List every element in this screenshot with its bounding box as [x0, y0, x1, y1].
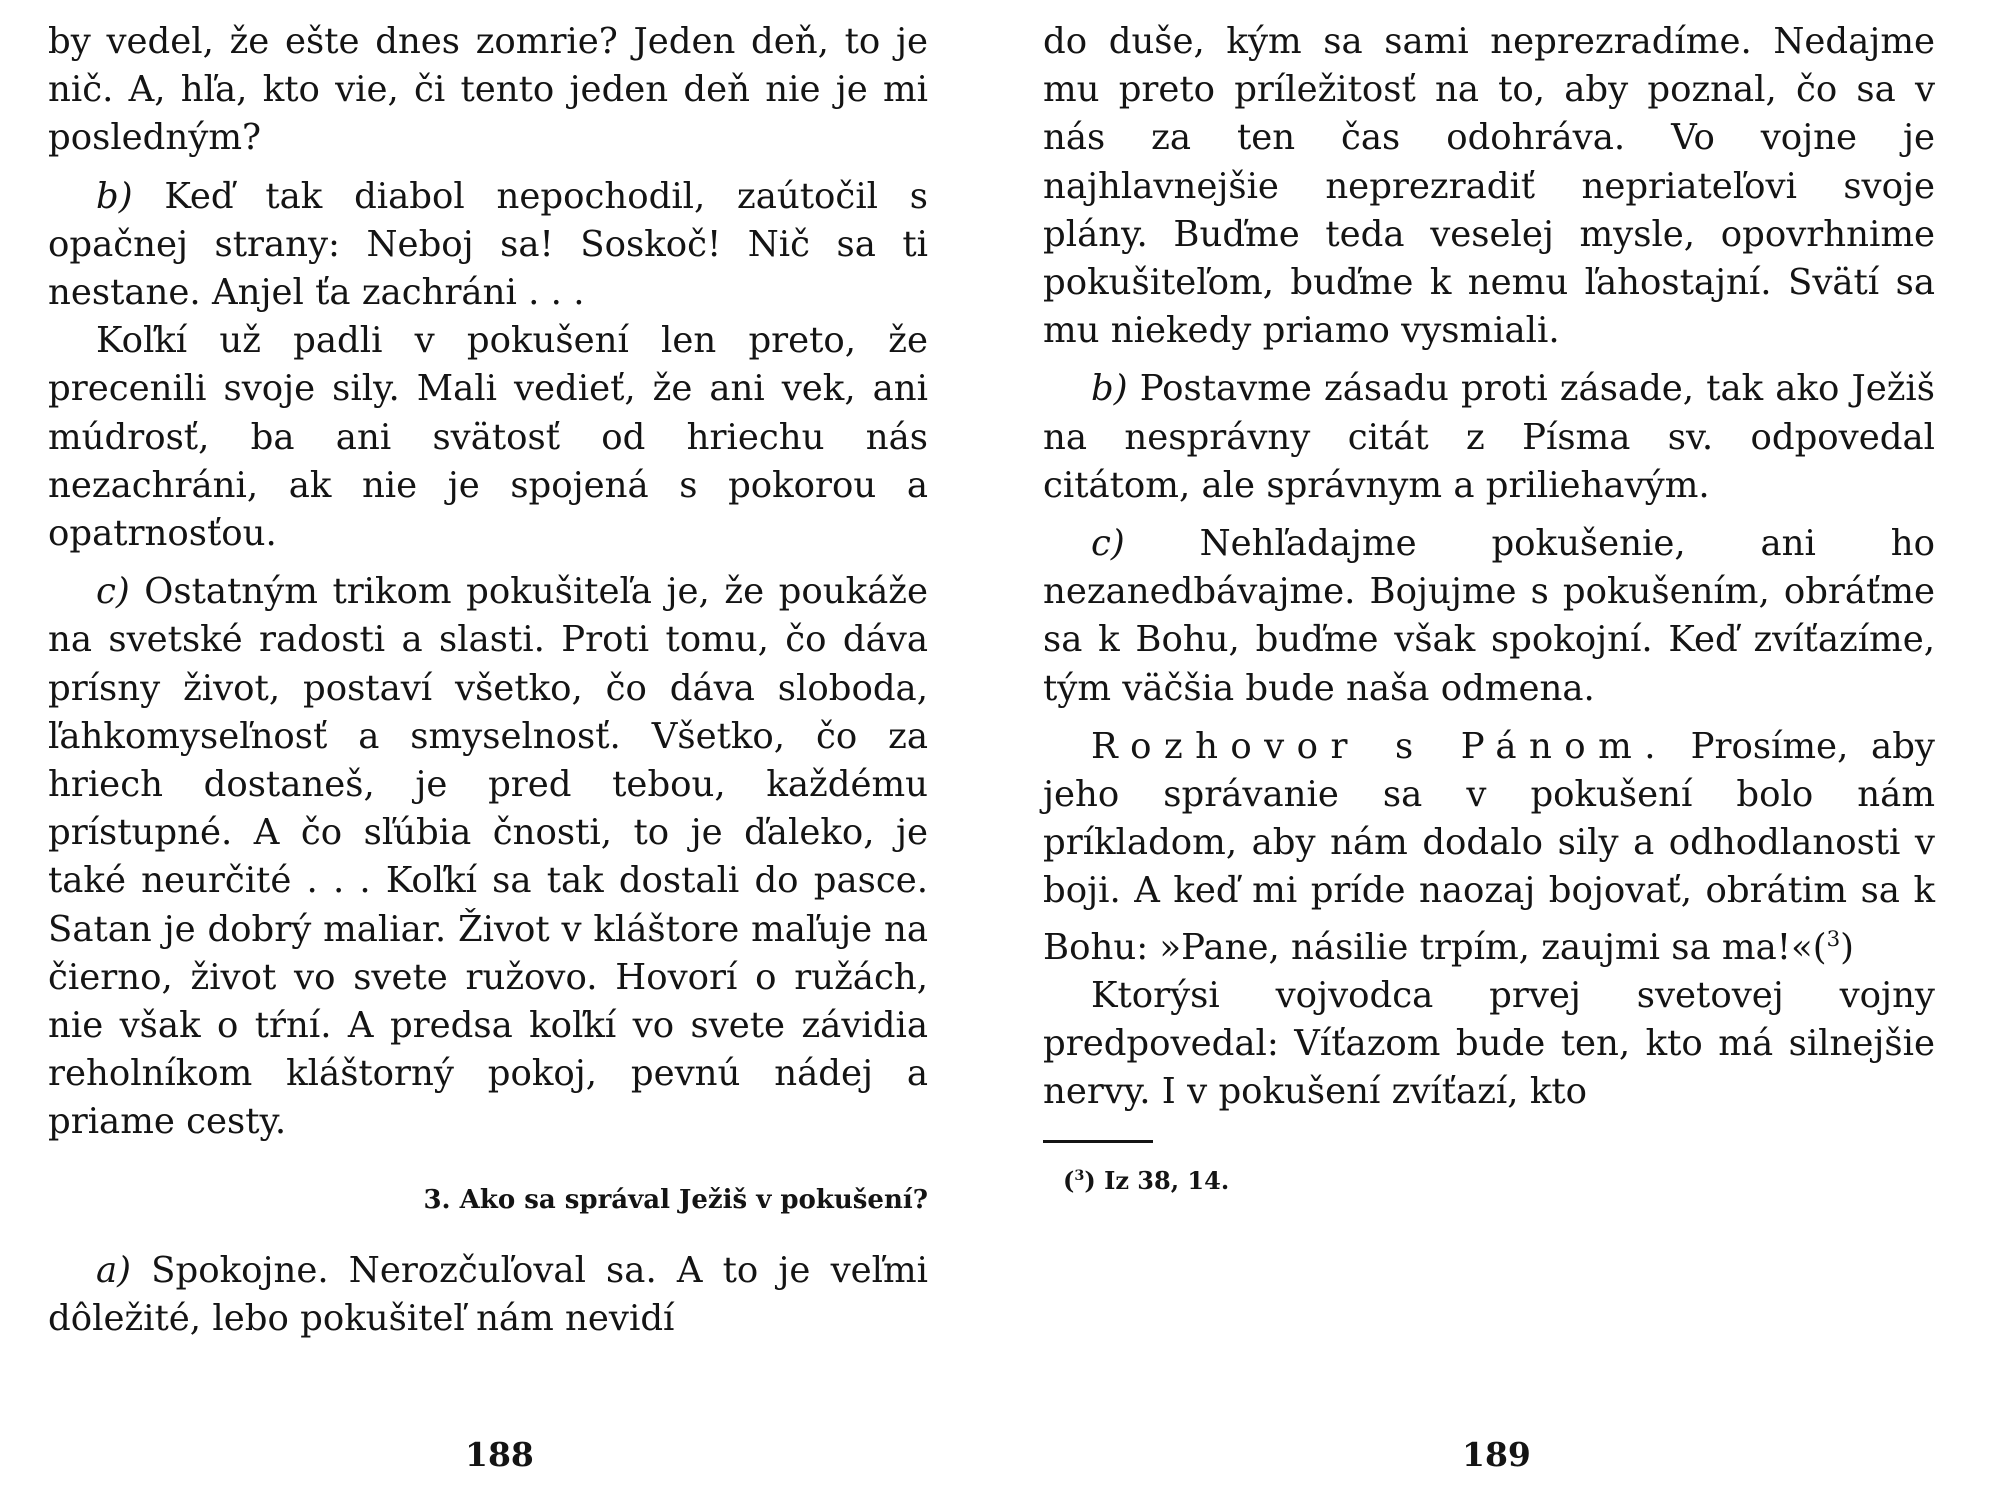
conversation-lead: Rozhovor s Pánom.: [1091, 725, 1668, 767]
paragraph: [1043, 365, 1935, 510]
footnote-reference: 3: [1826, 926, 1841, 952]
paragraph: [1043, 18, 1935, 355]
page-number: 189: [1462, 1435, 1531, 1474]
paragraph: [1043, 972, 1935, 1117]
paragraph-text: Spokojne. Nerozčuľoval sa. A to je veľmi dôležité, lebo pokušiteľ nám nevidí: [48, 1249, 928, 1339]
right-page: [1000, 0, 1935, 1500]
paragraph-text: Nehľadajme pokušenie, ani ho nezanedbávajme. Bojujme s pokušením, obráťme sa k Bohu, buďme však spokojní. Keď zvíťazíme, tým väčšia bude naša odmena.: [1043, 523, 1935, 709]
paragraph-text: Postavme zásadu proti zásade, tak ako Ježiš na nesprávny citát z Písma sv. odpovedal citátom, ale správnym a priliehavým.: [1043, 368, 1935, 506]
left-page-text-column: [48, 18, 928, 1343]
paragraph-marker: b): [1091, 368, 1128, 410]
paragraph: [48, 173, 928, 318]
footnote: ($^3$) Iz 38, 14.: [1063, 1166, 1230, 1196]
paragraph-marker: c): [96, 571, 130, 613]
paragraph-text: do duše, kým sa sami neprezradíme. Nedajme mu preto príležitosť na to, aby poznal, čo sa v nás za ten čas odohráva. Vo vojne je najhlavnejšie neprezradiť nepriateľovi svoje plány. Buďme teda veselej mysle, opovrhnime pokušiteľom, buďme k nemu ľahostajní. Svätí sa mu niekedy priamo vysmiali.: [1043, 21, 1935, 352]
section-heading: 3. Ako sa správal Ježiš v pokušení?: [423, 1184, 928, 1215]
paragraph-marker: a): [96, 1249, 132, 1291]
footnote-divider: [1043, 1140, 1153, 1143]
paragraph-marker: b): [96, 175, 133, 217]
paragraph-marker: c): [1091, 523, 1125, 565]
footnote-number: 3: [1074, 1167, 1085, 1185]
paragraph: [48, 317, 928, 558]
conversation-paragraph: [1043, 723, 1935, 972]
paragraph-text-close: ): [1840, 926, 1854, 968]
paragraph-text: Keď tak diabol nepochodil, zaútočil s opačnej strany: Neboj sa! Soskoč! Nič sa ti nestane. Anjel ťa zachráni . . .: [48, 175, 928, 314]
paragraph-text: Prosíme, aby jeho správanie sa v pokušení bolo nám príkladom, aby nám dodalo sily a odhodlanosti v boji. A keď mi príde naozaj bojovať, obrátim sa k Bohu: »Pane, násilie trpím, zaujmi sa ma!«(: [1043, 725, 1935, 968]
paragraph: [48, 1247, 928, 1343]
paragraph: [48, 568, 928, 1146]
right-page-text-column: [1043, 18, 1935, 1196]
paragraph: [48, 18, 928, 163]
paragraph-text: Koľkí už padli v pokušení len preto, že precenili svoje sily. Mali vedieť, že ani vek, ani múdrosť, ba ani svätosť od hriechu nás nezachráni, ak nie je spojená s pokorou a opatrnosťou.: [48, 320, 928, 555]
paragraph: [1043, 520, 1935, 713]
paragraph-text: by vedel, že ešte dnes zomrie? Jeden deň, to je nič. A, hľa, kto vie, či tento jeden deň nie je mi posledným?: [48, 21, 928, 159]
footnote-text: Iz 38, 14.: [1104, 1166, 1230, 1196]
left-page: [0, 0, 930, 1500]
paragraph-text: Ktorýsi vojvodca prvej svetovej vojny predpovedal: Víťazom bude ten, kto má silnejšie nervy. I v pokušení zvíťazí, kto: [1043, 974, 1935, 1113]
page-number: 188: [465, 1435, 534, 1474]
paragraph-text: Ostatným trikom pokušiteľa je, že poukáže na svetské radosti a slasti. Proti tomu, čo dáva prísny život, postaví všetko, čo dáva sloboda, ľahkomyseľnosť a smyselnosť. Všetko, čo za hriech dostaneš, je pred tebou, každému prístupné. A čo sľúbia čnosti, to je ďaleko, je také neurčité . . . Koľkí sa tak dostali do pasce. Satan je dobrý maliar. Život v kláštore maľuje na čierno, život vo svete ružovo. Hovorí o ružách, nie však o tŕní. A predsa koľkí vo svete závidia reholníkom kláštorný pokoj, pevnú nádej a priame cesty.: [48, 571, 928, 1143]
